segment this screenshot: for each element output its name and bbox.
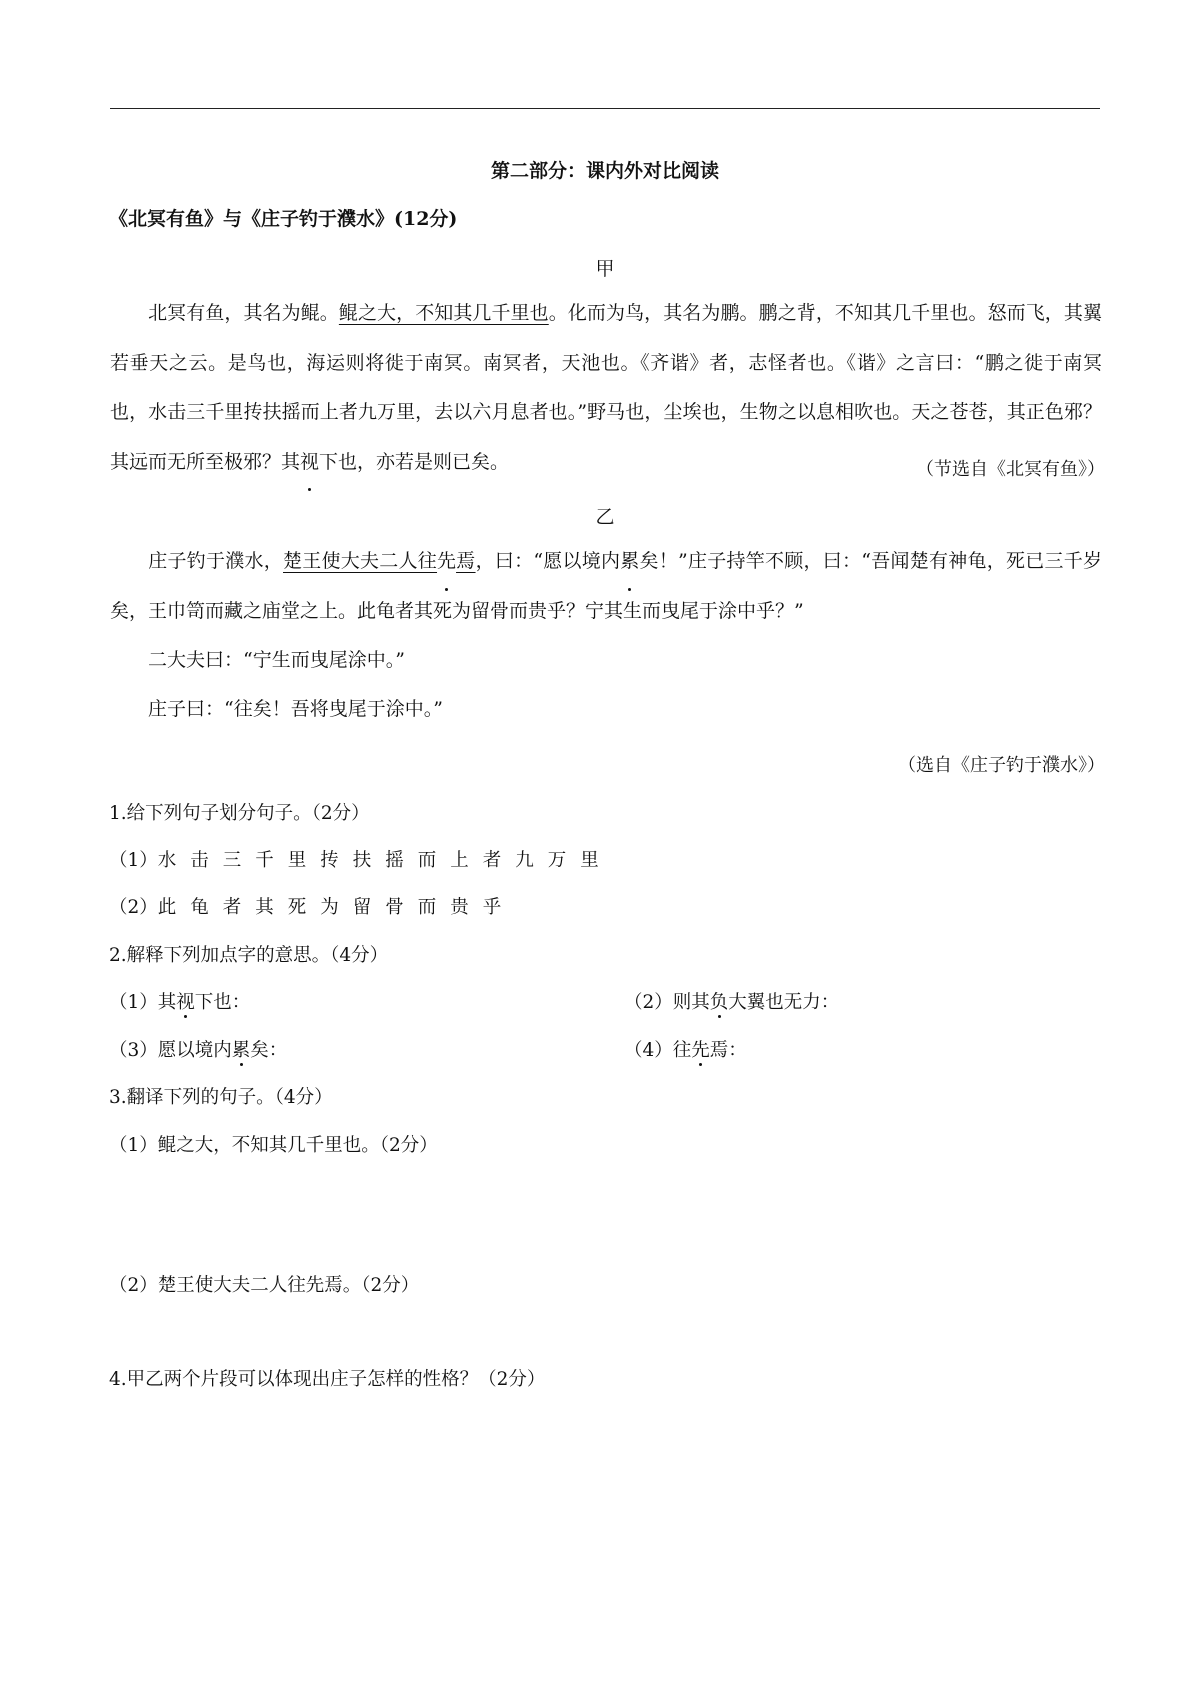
question-2-item-1: （1）其视下也： — [109, 988, 250, 1014]
question-1-sentence-2: （2）此龟者其死为留骨而贵乎 — [109, 897, 516, 918]
passage-a-source: （节选自《北冥有鱼》） — [916, 459, 1105, 480]
question-1-sentence-1: （1）水击三千里抟扶摇而上者九万里 — [109, 850, 613, 871]
dotted-char: 累 — [232, 1036, 251, 1062]
article-title: 《北冥有鱼》与《庄子钓于濮水》(12分) — [109, 208, 458, 230]
question-2-title: 2.解释下列加点字的意思。（4分） — [109, 945, 389, 966]
question-4-title: 4.甲乙两个片段可以体现出庄子怎样的性格？（2分） — [109, 1369, 546, 1390]
dotted-char: 视 — [300, 438, 319, 488]
question-3-title: 3.翻译下列的句子。（4分） — [109, 1087, 333, 1108]
question-3-sentence-1: （1）鲲之大，不知其几千里也。（2分） — [109, 1135, 438, 1156]
question-1-title: 1.给下列句子划分句子。（2分） — [109, 803, 370, 824]
passage-b-source: （选自《庄子钓于濮水》） — [898, 755, 1105, 776]
question-2-item-3: （3）愿以境内累矣： — [109, 1036, 287, 1062]
passage-b-paragraph-3: 庄子曰：“往矣！吾将曳尾于涂中。” — [148, 698, 443, 720]
section-title: 第二部分：课内外对比阅读 — [490, 160, 719, 182]
passage-a-paragraph: 北冥有鱼，其名为鲲。鲲之大，不知其几千里也。化而为鸟，其名为鹏。鹏之背，不知其几千里也。怒而飞，其翼若垂天之云。是鸟也，海运则将徙于南冥。南冥者，天池也。《齐谐》者，志怪者也。《谐》之言曰：“鹏之徙于南冥也，水击三千里抟扶摇而上者九万里，去以六月息者也。”野马也，尘埃也，生物之以息相吹也。天之苍苍，其正色邪？其远而无所至极邪？其视下也，亦若是则已矣。 — [110, 289, 1102, 487]
header-rule — [110, 108, 1100, 109]
passage-b-paragraph-1: 庄子钓于濮水，楚王使大夫二人往先焉，曰：“愿以境内累矣！”庄子持竿不顾，曰：“吾闻楚有神龟，死已三千岁矣，王巾笥而藏之庙堂之上。此龟者其死为留骨而贵乎？宁其生而曳尾于涂中乎？” — [110, 537, 1102, 636]
underlined-phrase: 楚王使大夫二人往先焉 — [283, 550, 476, 572]
question-2-item-2: （2）则其负大翼也无力： — [624, 988, 839, 1014]
dotted-char: 负 — [710, 988, 729, 1014]
dotted-char: 先 — [691, 1036, 710, 1062]
passage-b-paragraph-2: 二大夫曰：“宁生而曳尾涂中。” — [148, 649, 405, 671]
dotted-char: 累 — [620, 537, 639, 587]
question-2-item-4: （4）往先焉： — [624, 1036, 747, 1062]
underlined-sentence: 鲲之大，不知其几千里也 — [338, 302, 549, 324]
passage-a-label: 甲 — [595, 258, 615, 280]
dotted-char: 先 — [437, 537, 456, 587]
passage-b-label: 乙 — [595, 506, 615, 528]
dotted-char: 视 — [176, 988, 195, 1014]
question-3-sentence-2: （2）楚王使大夫二人往先焉。（2分） — [109, 1275, 420, 1296]
